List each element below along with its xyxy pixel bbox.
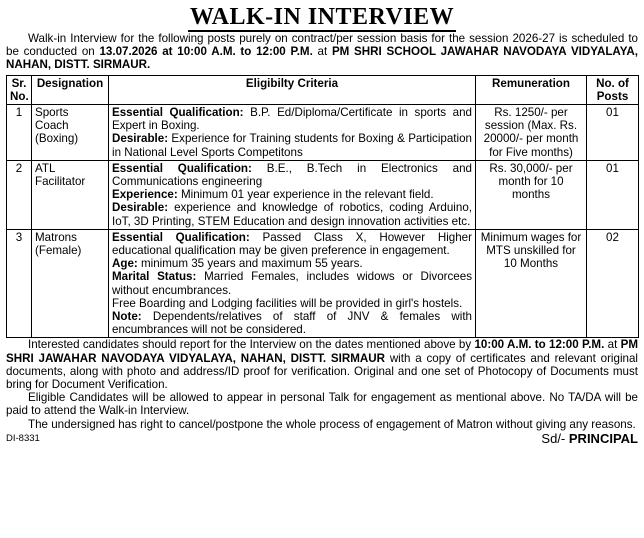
row-remuneration: Rs. 1250/- per session (Max. Rs. 20000/- per month for Five months) — [476, 105, 587, 161]
row-sr-no: 3 — [7, 229, 32, 338]
intro-paragraph: Walk-in Interview for the following posts purely on contract/per session basis for the session 2026-27 is scheduled to be conducted on 13.07.2026 at 10:00 A.M. to 12:00 P.M. at PM SHRI SCHOOL JAWAHAR NAVODAYA VIDYALAYA, NAHAN, DISTT. SIRMAUR. — [6, 32, 638, 72]
ta-da-note: Eligible Candidates will be allowed to appear in personal Talk for engagement as mentional above. No TA/DA will be paid to attend the Walk-in Interview. — [6, 391, 638, 418]
row-sr-no: 2 — [7, 160, 32, 229]
cancellation-note: The undersigned has right to cancel/postpone the whole process of engagement of Matron without giving any reasons. — [28, 417, 636, 431]
row-eligibility: Essential Qualification: Passed Class X, However Higher educational qualification may be given preference in engagement. Age: minimum 35 years and maximum 55 years. Marital Status: Married Females, includes widows or Divorcees without encumbrances. Free Boarding and Lodging facilities will be provided in girl's hostels. Note: Dependents/relatives of staff of JNV & females with encumbrances will not be considered. — [109, 229, 476, 338]
table-row — [7, 160, 639, 229]
row-remuneration: Rs. 30,000/- per month for 10 months — [476, 160, 587, 229]
header-posts: No. of Posts — [587, 75, 639, 104]
interview-date-time: 13.07.2026 at 10:00 A.M. to 12:00 P.M. — [99, 45, 313, 59]
footer — [6, 432, 638, 445]
row-posts: 01 — [587, 105, 639, 161]
reporting-instructions: Interested candidates should report for the Interview on the dates mentioned above by 10:00 A.M. to 12:00 P.M. at PM SHRI JAWAHAR NAVODAYA VIDYALAYA, NAHAN, DISTT. SIRMAUR with a copy of certificates and relevant original documents, along with photo and address/ID proof for verification. Original and one set of Photocopy of Documents must bring for Document Verification. — [6, 338, 638, 392]
row-eligibility: Essential Qualification: B.P. Ed/Diploma/Certificate in sports and Expert in Boxing. Desirable: Experience for Training students for Boxing & Participation in National Level Sports Competitons — [109, 105, 476, 161]
header-eligibility: Eligibilty Criteria — [109, 75, 476, 104]
row-eligibility: Essential Qualification: B.E., B.Tech in Electronics and Communications engineering Experience: Minimum 01 year experience in the relevant field. Desirable: experience and knowledge of robotics, coding Arduino, IoT, 3D Printing, STEM Education and design innovation activities etc. — [109, 160, 476, 229]
page-title: WALK-IN INTERVIEW — [189, 4, 455, 30]
signature-block: Sd/- PRINCIPAL — [541, 430, 638, 446]
header-designation: Designation — [32, 75, 109, 104]
table-row — [7, 105, 639, 161]
header-remuneration: Remuneration — [476, 75, 587, 104]
row-designation: Sports Coach (Boxing) — [32, 105, 109, 161]
advertisement-code: DI-8331 — [6, 432, 40, 444]
row-sr-no: 1 — [7, 105, 32, 161]
row-designation: Matrons (Female) — [32, 229, 109, 338]
row-posts: 01 — [587, 160, 639, 229]
row-remuneration: Minimum wages for MTS unskilled for 10 Months — [476, 229, 587, 338]
table-row — [7, 229, 639, 338]
posts-table — [6, 75, 639, 339]
row-posts: 02 — [587, 229, 639, 338]
row-designation: ATL Facilitator — [32, 160, 109, 229]
interview-venue: PM SHRI SCHOOL JAWAHAR NAVODAYA VIDYALAYA, NAHAN, DISTT. SIRMAUR. — [6, 45, 638, 72]
table-header-row — [7, 75, 639, 104]
header-sr-no: Sr. No. — [7, 75, 32, 104]
